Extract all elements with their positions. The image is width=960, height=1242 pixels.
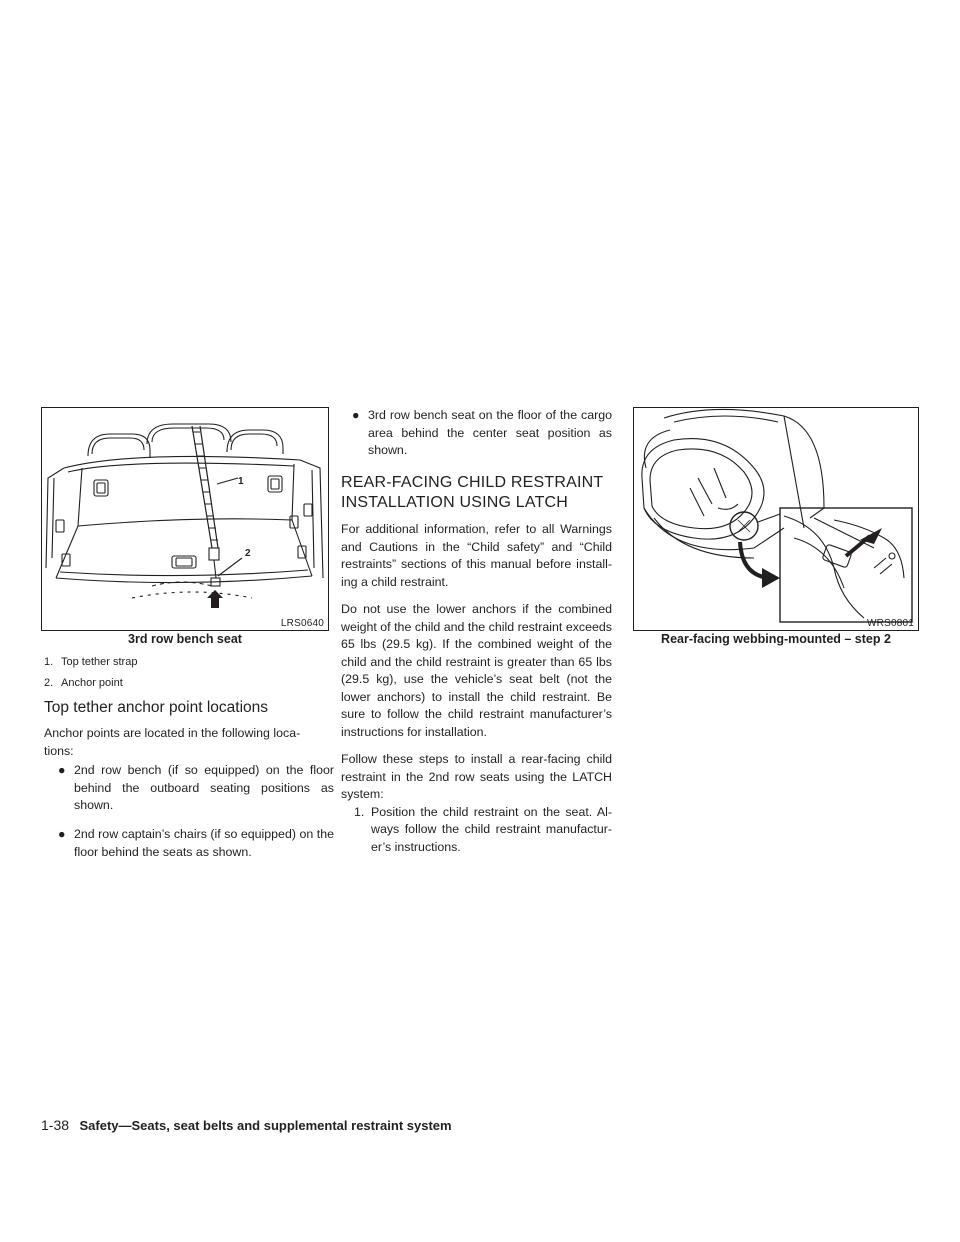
- section-heading-line: INSTALLATION USING LATCH: [341, 494, 569, 511]
- bullet-item: [352, 407, 612, 460]
- paragraph: Do not use the lower anchors if the combined weight of the child and the child restraint exceeds 65 lbs (29.5 kg). If the combined weight of the child and the child restraint is greater than 65 lbs (29.5 kg), use the vehicle’s seat belt (not the lower anchors) to install the child restraint. Be sure to follow the child restraint manufacturer’s instructions for installation.: [341, 602, 612, 739]
- step-item: [354, 804, 612, 857]
- legend-text: Top tether strap: [61, 656, 138, 668]
- step-number: 1.: [354, 804, 365, 819]
- cargo-area-illustration: [42, 408, 327, 629]
- figure-rear-facing-step-2: [633, 407, 919, 631]
- paragraph: Follow these steps to install a rear-facing child restraint in the 2nd row seats using the LATCH system:: [341, 752, 612, 801]
- child-seat-illustration: [634, 408, 917, 629]
- bullet-text: 3rd row bench seat on the floor of the cargo area behind the center seat position as shown.: [368, 408, 612, 457]
- intro-line: Anchor points are located in the following loca-: [44, 726, 301, 740]
- page-number: 1-38: [41, 1117, 70, 1133]
- bullet-item: [58, 826, 334, 861]
- bullet-text: 2nd row bench (if so equipped) on the floor behind the outboard seating positions as shown.: [74, 763, 334, 812]
- legend-item: [44, 656, 137, 668]
- figure-caption: 3rd row bench seat: [128, 632, 242, 646]
- section-heading-line: REAR-FACING CHILD RESTRAINT: [341, 474, 604, 491]
- legend-num: 1.: [44, 656, 54, 668]
- legend-num: 2.: [44, 677, 54, 689]
- bullet-dot: ●: [352, 408, 360, 422]
- step-text: Position the child restraint on the seat. Al-ways follow the child restraint manufactur-er’s instructions.: [371, 804, 612, 854]
- figure-code: LRS0640: [280, 618, 324, 629]
- section-heading-top-tether: Top tether anchor point locations: [44, 699, 269, 716]
- page-footer: [41, 1117, 452, 1135]
- bullet-item: [58, 762, 334, 815]
- section-rear-facing: [341, 473, 612, 856]
- callout-2: 2: [245, 548, 251, 559]
- intro-line: tions:: [44, 744, 74, 758]
- paragraph: For additional information, refer to all Warnings and Cautions in the “Child safety” and “Child restraints” sections of this manual before install-ing a child restraint.: [341, 522, 612, 589]
- legend-text: Anchor point: [61, 677, 123, 689]
- callout-1: 1: [238, 476, 244, 487]
- figure-code: WRS0801: [867, 618, 914, 629]
- bullet-dot: ●: [58, 827, 66, 841]
- bullet-dot: ●: [58, 763, 66, 777]
- chapter-title: Safety—Seats, seat belts and supplemental restraint system: [79, 1118, 452, 1133]
- legend-item: [44, 677, 123, 689]
- bullet-text: 2nd row captain’s chairs (if so equipped) on the floor behind the seats as shown.: [74, 827, 334, 859]
- figure-caption: Rear-facing webbing-mounted – step 2: [661, 632, 891, 646]
- figure-3rd-row-bench-seat: [41, 407, 329, 631]
